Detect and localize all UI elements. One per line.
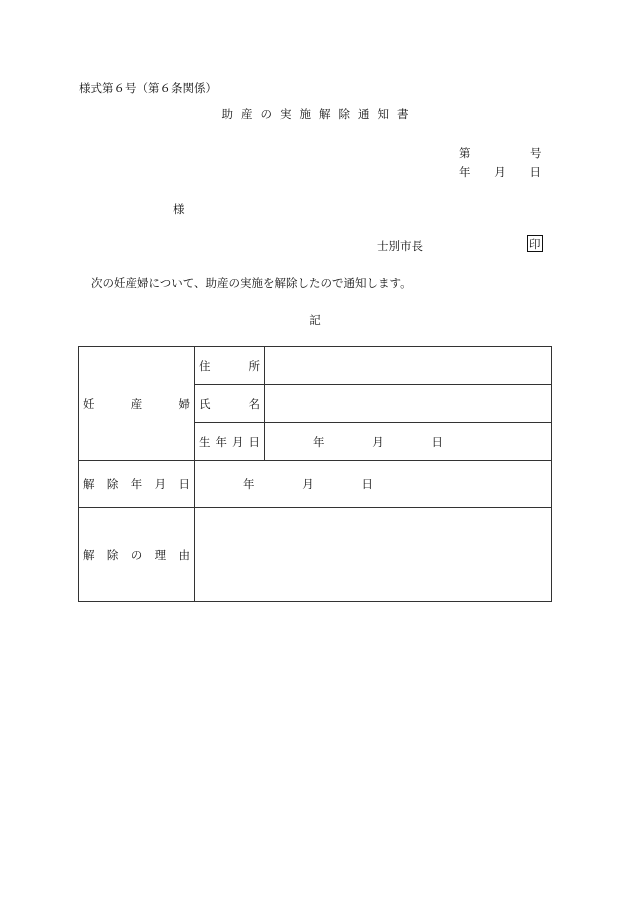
label-char: 解 [83, 477, 95, 491]
issue-number-prefix: 第 [459, 146, 471, 160]
name-label-cell [195, 385, 265, 423]
label-char: 所 [248, 358, 260, 373]
name-label [195, 396, 264, 412]
label-char: 日 [178, 477, 190, 491]
ki-label: 記 [309, 313, 321, 327]
label-char: 理 [154, 547, 167, 562]
label-char: 産 [130, 396, 143, 411]
issue-date [459, 164, 541, 180]
label-char: 日 [248, 434, 260, 449]
cancel-date-label [79, 476, 194, 492]
issue-date-day: 日 [529, 165, 541, 179]
issue-number-suffix: 号 [530, 146, 542, 160]
issuer-title: 士別市長 [377, 239, 423, 253]
cancel-day: 日 [361, 477, 373, 491]
reason-row [79, 508, 552, 602]
notice-form-table [78, 346, 552, 602]
cancel-month: 月 [302, 477, 314, 491]
address-label [195, 358, 264, 374]
label-char: の [130, 547, 143, 562]
birthdate-year: 年 [313, 434, 325, 449]
label-char: 妊 [83, 396, 95, 411]
label-char: 年 [215, 434, 227, 449]
cancel-year: 年 [243, 477, 255, 491]
label-char: 由 [178, 547, 190, 562]
label-char: 婦 [178, 396, 190, 411]
birthdate-month: 月 [372, 434, 384, 449]
label-char: 解 [83, 547, 95, 562]
label-char: 年 [130, 477, 143, 491]
addressee-honorific: 様 [173, 202, 185, 216]
cancel-date-value-cell[interactable] [195, 461, 552, 508]
cancel-date-fields [243, 476, 373, 492]
reason-label-cell [79, 508, 195, 602]
label-char: 住 [199, 358, 211, 373]
address-value-cell[interactable] [265, 347, 552, 385]
notice-body: 次の妊産婦について、助産の実施を解除したので通知します。 [91, 276, 412, 290]
birthdate-value-cell[interactable] [265, 423, 552, 461]
document-title: 助産の実施解除通知書 [221, 107, 417, 121]
birthdate-fields [313, 434, 443, 450]
address-label-cell [195, 347, 265, 385]
label-char: 除 [106, 477, 119, 491]
label-char: 名 [248, 396, 260, 411]
label-char: 月 [232, 434, 244, 449]
address-row [79, 347, 552, 385]
issue-date-month: 月 [494, 165, 506, 179]
pregnant-woman-label [79, 396, 194, 412]
label-char: 氏 [199, 396, 211, 411]
birthdate-label [195, 434, 264, 450]
pregnant-woman-label-cell [79, 347, 195, 461]
reason-label [79, 547, 194, 563]
cancel-date-label-cell [79, 461, 195, 508]
birthdate-day: 日 [431, 434, 443, 449]
name-value-cell[interactable] [265, 385, 552, 423]
label-char: 生 [199, 434, 211, 449]
issue-date-year: 年 [459, 165, 471, 179]
birthdate-label-cell [195, 423, 265, 461]
label-char: 月 [154, 477, 167, 491]
form-number: 様式第６号（第６条関係） [79, 81, 217, 95]
label-char: 除 [106, 547, 119, 562]
cancel-date-row [79, 461, 552, 508]
seal-mark: 印 [529, 237, 541, 251]
reason-value-cell[interactable] [195, 508, 552, 602]
